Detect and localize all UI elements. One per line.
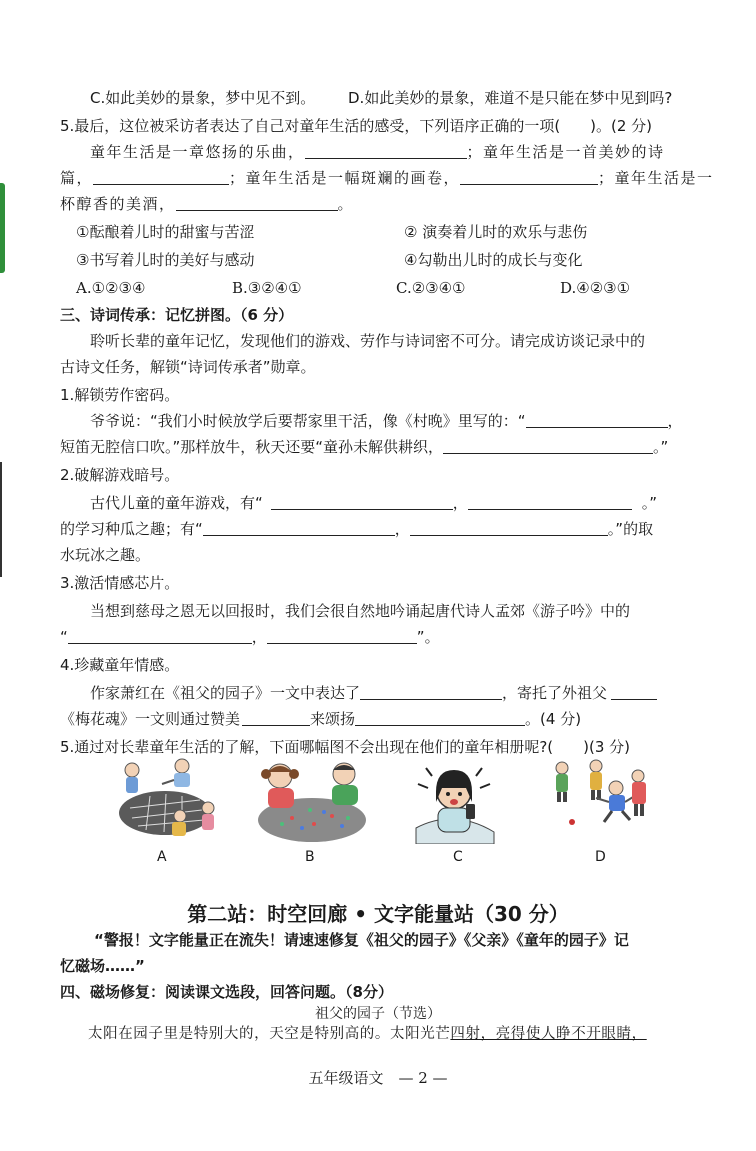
picture-b-label: B bbox=[305, 849, 315, 865]
s3-q1-text-a: 爷爷说：“我们小时候放学后要帮家里干活，像《村晚》里写的：“ bbox=[90, 412, 526, 430]
alert-line-1: “警报！文字能量正在流失！请速速修复《祖父的园子》《父亲》《童年的园子》记 bbox=[94, 931, 629, 949]
s3-q4-blank-2[interactable] bbox=[611, 684, 657, 700]
picture-a-hopscotch[interactable] bbox=[110, 758, 226, 844]
q5-answer-b[interactable]: B.③②④① bbox=[232, 279, 302, 297]
q5-text-f: 杯醇香的美酒， bbox=[60, 195, 176, 213]
s3-q2-blank-3[interactable] bbox=[203, 520, 395, 536]
s3-q4-blank-4[interactable] bbox=[355, 710, 525, 726]
picture-c-phone[interactable] bbox=[408, 758, 500, 844]
q5-text-end: 。 bbox=[337, 195, 355, 213]
s3-q2-text-b: ， bbox=[452, 494, 468, 512]
s3-q3-text-d: ”。 bbox=[416, 628, 440, 646]
s3-q4-text-d: 来颂扬 bbox=[310, 710, 356, 728]
q5-text-d: ；童年生活是一幅斑斓的画卷， bbox=[229, 169, 461, 187]
q5-stem: 5.最后，这位被采访者表达了自己对童年生活的感受，下列语序正确的一项( )。(2 分) bbox=[60, 117, 653, 135]
picture-b-marbles[interactable] bbox=[252, 758, 370, 844]
passage-title: 祖父的园子（节选） bbox=[315, 1006, 441, 1022]
picture-d-jianzi[interactable] bbox=[552, 758, 656, 844]
s3-q3-blank-2[interactable] bbox=[267, 628, 417, 644]
s3-q4-text-e: 。(4 分) bbox=[525, 710, 582, 728]
s3-q1-blank-2[interactable] bbox=[443, 438, 653, 454]
s3-q2-text-g: 水玩冰之趣。 bbox=[60, 546, 151, 564]
q5-choice-3: ③书写着儿时的美好与感动 bbox=[76, 251, 255, 269]
s3-q1-blank-1[interactable] bbox=[526, 412, 668, 428]
s3-q3-blank-1[interactable] bbox=[68, 628, 252, 644]
s3-q4-text-c: 《梅花魂》一文则通过赞美 bbox=[60, 710, 241, 728]
s3-q2-blank-2[interactable] bbox=[468, 494, 632, 510]
q5-answer-d[interactable]: D.④②③① bbox=[560, 279, 631, 297]
q5-text-e: ；童年生活是一 bbox=[598, 169, 714, 187]
picture-a-label: A bbox=[157, 849, 167, 865]
s3-q3-text-c: ， bbox=[251, 628, 267, 646]
s3-q4-text-a: 作家萧红在《祖父的园子》一文中表达了 bbox=[90, 684, 361, 702]
page-edge-mark bbox=[0, 462, 2, 577]
s3-q1-title: 1.解锁劳作密码。 bbox=[60, 386, 180, 404]
s3-q4-blank-3[interactable] bbox=[242, 710, 310, 726]
q5-blank-4[interactable] bbox=[176, 195, 338, 211]
s3-q5-title: 5.通过对长辈童年生活的了解，下面哪幅图不会出现在他们的童年相册呢?( )(3 分) bbox=[60, 738, 630, 756]
s3-q3-title: 3.激活情感芯片。 bbox=[60, 574, 180, 592]
section-3-intro-2: 古诗文任务，解锁“诗词传承者”勋章。 bbox=[60, 358, 316, 376]
q5-answer-c[interactable]: C.②③④① bbox=[396, 279, 466, 297]
s3-q3-text-a: 当想到慈母之恩无以回报时，我们会很自然地吟诵起唐代诗人孟郊《游子吟》中的 bbox=[90, 602, 631, 620]
s3-q4-text-b: ，寄托了外祖父 bbox=[502, 684, 608, 702]
q5-blank-3[interactable] bbox=[460, 169, 598, 185]
q4-option-c: C.如此美妙的景象，梦中见不到。 bbox=[90, 89, 316, 107]
s3-q3-text-b: “ bbox=[60, 628, 68, 646]
picture-d-label: D bbox=[595, 849, 606, 865]
q5-choice-2: ② 演奏着儿时的欢乐与悲伤 bbox=[404, 223, 588, 241]
picture-c-label: C bbox=[453, 849, 463, 865]
s3-q2-blank-4[interactable] bbox=[410, 520, 608, 536]
section-3-title: 三、诗词传承：记忆拼图。（6 分） bbox=[60, 306, 294, 324]
s3-q2-text-c: 。” bbox=[641, 494, 658, 512]
q5-text-a: 童年生活是一章悠扬的乐曲， bbox=[90, 143, 305, 161]
s3-q4-blank-1[interactable] bbox=[360, 684, 502, 700]
s3-q2-text-f: 。”的取 bbox=[607, 520, 654, 538]
s3-q1-text-d: 。” bbox=[653, 438, 669, 456]
section-3-intro-1: 聆听长辈的童年记忆，发现他们的游戏、劳作与诗词密不可分。请完成访谈记录中的 bbox=[90, 332, 646, 350]
s3-q2-blank-1[interactable] bbox=[271, 494, 453, 510]
q5-choice-4: ④勾勒出儿时的成长与变化 bbox=[404, 251, 583, 269]
s3-q2-text-d: 的学习种瓜之趣；有“ bbox=[60, 520, 203, 538]
station-2-title: 第二站：时空回廊 • 文字能量站（30 分） bbox=[187, 902, 569, 926]
s3-q2-text-a: 古代儿童的童年游戏，有“ bbox=[90, 494, 263, 512]
q5-answer-a[interactable]: A.①②③④ bbox=[76, 279, 146, 297]
s3-q4-title: 4.珍藏童年情感。 bbox=[60, 656, 180, 674]
s3-q1-text-c: 短笛无腔信口吹。”那样放牛，秋天还要“童孙未解供耕织， bbox=[60, 438, 444, 456]
q5-text-b: ；童年生活是一首美妙的诗 bbox=[466, 143, 665, 161]
q5-blank-1[interactable] bbox=[305, 143, 467, 159]
section-4-title: 四、磁场修复：阅读课文选段，回答问题。（8分） bbox=[60, 983, 393, 1001]
s3-q2-title: 2.破解游戏暗号。 bbox=[60, 466, 180, 484]
q5-blank-2[interactable] bbox=[93, 169, 229, 185]
q5-choice-1: ①酝酿着儿时的甜蜜与苦涩 bbox=[76, 223, 255, 241]
s3-q2-text-e: ， bbox=[394, 520, 410, 538]
passage-line-1b-underlined: 四射，亮得使人睁不开眼睛， bbox=[450, 1026, 647, 1042]
page-footer: 五年级语文 — 2 — bbox=[308, 1069, 448, 1087]
passage-line-1a: 太阳在园子里是特别大的，天空是特别高的。太阳光芒 bbox=[88, 1026, 451, 1042]
s3-q1-text-b: ， bbox=[667, 412, 683, 430]
q4-option-d: D.如此美妙的景象，难道不是只能在梦中见到吗? bbox=[348, 89, 673, 107]
alert-line-2: 忆磁场……” bbox=[60, 957, 145, 975]
q5-text-c: 篇， bbox=[60, 169, 94, 187]
page-edge-tab bbox=[0, 183, 5, 273]
